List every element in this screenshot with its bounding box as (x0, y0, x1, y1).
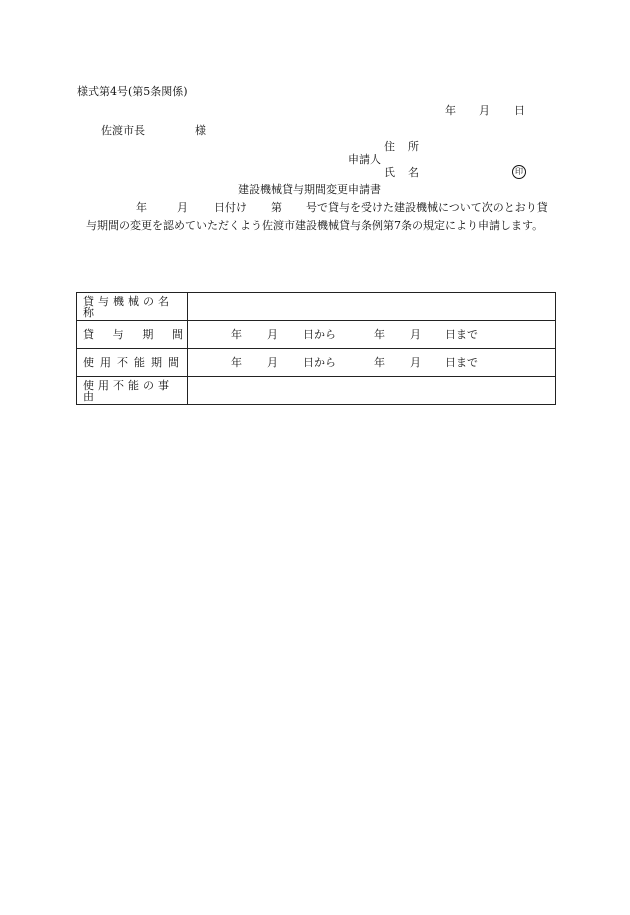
date-day-label: 日 (514, 104, 525, 117)
address-label-part2: 所 (408, 140, 419, 153)
unusable-reason-field[interactable] (188, 377, 556, 405)
machine-name-label-cell (77, 293, 188, 321)
from-year-label: 年 (231, 356, 242, 369)
loan-period-field[interactable] (188, 321, 556, 349)
loan-period-label-cell (77, 321, 188, 349)
machine-name-field[interactable] (188, 293, 556, 321)
loan-period-label-char: 間 (171, 328, 183, 341)
table-row (77, 349, 556, 377)
loan-period-label-char: 貸 (83, 328, 94, 341)
unusable-reason-label: 使用不能の事由 (83, 378, 173, 403)
document-title: 建設機械貸与期間変更申請書 (238, 183, 381, 196)
date-month-label: 月 (479, 104, 490, 117)
from-month-label: 月 (267, 328, 278, 341)
to-year-label: 年 (374, 356, 385, 369)
from-year-label: 年 (231, 328, 242, 341)
table-row (77, 321, 556, 349)
unusable-reason-label-cell (77, 377, 188, 405)
loan-period-label-char: 与 (112, 328, 124, 341)
unusable-period-field[interactable] (188, 349, 556, 377)
address-label-part1: 住 (384, 140, 395, 153)
to-day-label: 日まで (445, 328, 478, 341)
addressee-honorific: 様 (195, 124, 206, 137)
loan-period-dates (188, 321, 555, 348)
body-text: 号で貸与を受けた建設機械について次のとおり貸与期間の変更を認めていただくよう佐渡市建設機械貸与条例第7条の規定により申請します。 (86, 201, 548, 232)
table-row (77, 377, 556, 405)
name-label-part2: 名 (408, 166, 419, 179)
date-year-label: 年 (445, 104, 456, 117)
body-year: 年 (136, 201, 147, 214)
seal-mark: 印 (512, 165, 526, 179)
application-table (76, 292, 556, 405)
unusable-period-label: 使用不能期間 (83, 356, 185, 369)
applicant-label: 申請人 (348, 153, 381, 166)
machine-name-label: 貸与機械の名称 (83, 294, 173, 319)
from-day-label: 日から (303, 356, 336, 369)
loan-period-label (83, 329, 183, 340)
to-month-label: 月 (410, 328, 421, 341)
to-year-label: 年 (374, 328, 385, 341)
form-number: 様式第4号(第5条関係) (77, 85, 188, 98)
body-month: 月 (177, 201, 188, 214)
to-day-label: 日まで (445, 356, 478, 369)
table-row (77, 293, 556, 321)
addressee-name: 佐渡市長 (101, 124, 145, 137)
unusable-period-label-cell (77, 349, 188, 377)
body-day-suffix: 日付け (214, 201, 247, 214)
to-month-label: 月 (410, 356, 421, 369)
body-paragraph (86, 199, 554, 235)
from-month-label: 月 (267, 356, 278, 369)
from-day-label: 日から (303, 328, 336, 341)
body-dai: 第 (271, 201, 282, 214)
loan-period-label-char: 期 (142, 328, 154, 341)
name-label-part1: 氏 (384, 166, 395, 179)
unusable-period-dates (188, 349, 555, 376)
